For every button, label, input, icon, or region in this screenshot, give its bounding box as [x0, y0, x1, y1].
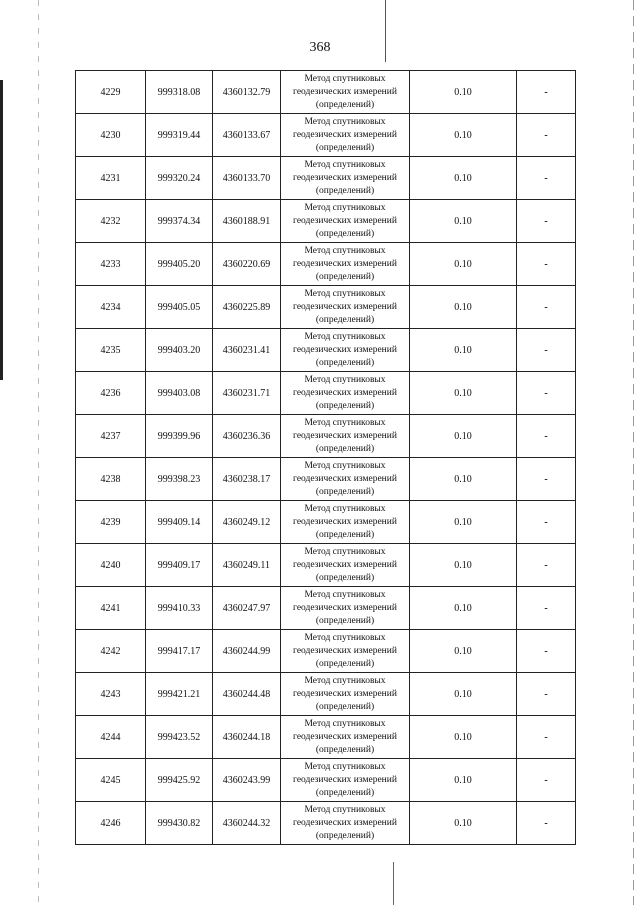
- table-row: [76, 415, 576, 458]
- table-row: [76, 501, 576, 544]
- point-number-cell: 4233: [76, 243, 146, 286]
- coordinates-table-body: [76, 71, 576, 845]
- point-number-cell: 4241: [76, 587, 146, 630]
- y-coordinate-cell: 4360188.91: [213, 200, 281, 243]
- scan-artifact-left: [38, 0, 39, 905]
- precision-cell: 0.10: [410, 587, 517, 630]
- note-cell: -: [517, 587, 576, 630]
- method-cell: Метод спутниковых геодезических измерений (определений): [281, 415, 410, 458]
- point-number-cell: 4234: [76, 286, 146, 329]
- point-number-cell: 4244: [76, 716, 146, 759]
- precision-cell: 0.10: [410, 243, 517, 286]
- method-cell: Метод спутниковых геодезических измерений (определений): [281, 544, 410, 587]
- x-coordinate-cell: 999423.52: [146, 716, 213, 759]
- method-cell: Метод спутниковых геодезических измерений (определений): [281, 243, 410, 286]
- precision-cell: 0.10: [410, 157, 517, 200]
- method-cell: Метод спутниковых геодезических измерений (определений): [281, 630, 410, 673]
- x-coordinate-cell: 999398.23: [146, 458, 213, 501]
- precision-cell: 0.10: [410, 415, 517, 458]
- note-cell: -: [517, 329, 576, 372]
- note-cell: -: [517, 673, 576, 716]
- y-coordinate-cell: 4360231.41: [213, 329, 281, 372]
- x-coordinate-cell: 999409.14: [146, 501, 213, 544]
- point-number-cell: 4230: [76, 114, 146, 157]
- table-row: [76, 71, 576, 114]
- y-coordinate-cell: 4360133.70: [213, 157, 281, 200]
- note-cell: -: [517, 243, 576, 286]
- x-coordinate-cell: 999430.82: [146, 802, 213, 845]
- note-cell: -: [517, 501, 576, 544]
- precision-cell: 0.10: [410, 458, 517, 501]
- table-row: [76, 802, 576, 845]
- method-cell: Метод спутниковых геодезических измерений (определений): [281, 114, 410, 157]
- x-coordinate-cell: 999409.17: [146, 544, 213, 587]
- method-cell: Метод спутниковых геодезических измерений (определений): [281, 372, 410, 415]
- x-coordinate-cell: 999320.24: [146, 157, 213, 200]
- precision-cell: 0.10: [410, 673, 517, 716]
- point-number-cell: 4239: [76, 501, 146, 544]
- point-number-cell: 4243: [76, 673, 146, 716]
- precision-cell: 0.10: [410, 200, 517, 243]
- point-number-cell: 4240: [76, 544, 146, 587]
- x-coordinate-cell: 999425.92: [146, 759, 213, 802]
- x-coordinate-cell: 999319.44: [146, 114, 213, 157]
- precision-cell: 0.10: [410, 759, 517, 802]
- note-cell: -: [517, 544, 576, 587]
- point-number-cell: 4245: [76, 759, 146, 802]
- scan-edge-mark: [0, 80, 3, 380]
- y-coordinate-cell: 4360132.79: [213, 71, 281, 114]
- point-number-cell: 4229: [76, 71, 146, 114]
- method-cell: Метод спутниковых геодезических измерений (определений): [281, 329, 410, 372]
- y-coordinate-cell: 4360249.11: [213, 544, 281, 587]
- note-cell: -: [517, 630, 576, 673]
- x-coordinate-cell: 999410.33: [146, 587, 213, 630]
- precision-cell: 0.10: [410, 372, 517, 415]
- note-cell: -: [517, 157, 576, 200]
- x-coordinate-cell: 999421.21: [146, 673, 213, 716]
- note-cell: -: [517, 716, 576, 759]
- table-row: [76, 673, 576, 716]
- precision-cell: 0.10: [410, 114, 517, 157]
- method-cell: Метод спутниковых геодезических измерений (определений): [281, 716, 410, 759]
- y-coordinate-cell: 4360220.69: [213, 243, 281, 286]
- y-coordinate-cell: 4360249.12: [213, 501, 281, 544]
- y-coordinate-cell: 4360244.32: [213, 802, 281, 845]
- x-coordinate-cell: 999405.20: [146, 243, 213, 286]
- x-coordinate-cell: 999417.17: [146, 630, 213, 673]
- note-cell: -: [517, 802, 576, 845]
- table-row: [76, 587, 576, 630]
- table-row: [76, 329, 576, 372]
- table-row: [76, 544, 576, 587]
- x-coordinate-cell: 999374.34: [146, 200, 213, 243]
- y-coordinate-cell: 4360244.18: [213, 716, 281, 759]
- table-row: [76, 630, 576, 673]
- point-number-cell: 4237: [76, 415, 146, 458]
- precision-cell: 0.10: [410, 802, 517, 845]
- note-cell: -: [517, 415, 576, 458]
- precision-cell: 0.10: [410, 630, 517, 673]
- point-number-cell: 4238: [76, 458, 146, 501]
- note-cell: -: [517, 71, 576, 114]
- table-row: [76, 243, 576, 286]
- table-row: [76, 114, 576, 157]
- point-number-cell: 4232: [76, 200, 146, 243]
- method-cell: Метод спутниковых геодезических измерений (определений): [281, 71, 410, 114]
- point-number-cell: 4242: [76, 630, 146, 673]
- scan-artifact-right: [633, 0, 634, 905]
- precision-cell: 0.10: [410, 286, 517, 329]
- y-coordinate-cell: 4360238.17: [213, 458, 281, 501]
- table-row: [76, 458, 576, 501]
- method-cell: Метод спутниковых геодезических измерений (определений): [281, 458, 410, 501]
- coordinates-table: [75, 70, 576, 845]
- precision-cell: 0.10: [410, 71, 517, 114]
- precision-cell: 0.10: [410, 501, 517, 544]
- x-coordinate-cell: 999403.20: [146, 329, 213, 372]
- note-cell: -: [517, 114, 576, 157]
- y-coordinate-cell: 4360231.71: [213, 372, 281, 415]
- note-cell: -: [517, 458, 576, 501]
- note-cell: -: [517, 372, 576, 415]
- footer-rule: [393, 862, 394, 905]
- table-row: [76, 716, 576, 759]
- table-row: [76, 759, 576, 802]
- method-cell: Метод спутниковых геодезических измерений (определений): [281, 200, 410, 243]
- y-coordinate-cell: 4360243.99: [213, 759, 281, 802]
- method-cell: Метод спутниковых геодезических измерений (определений): [281, 157, 410, 200]
- x-coordinate-cell: 999405.05: [146, 286, 213, 329]
- note-cell: -: [517, 286, 576, 329]
- page-number: 368: [309, 40, 331, 55]
- y-coordinate-cell: 4360247.97: [213, 587, 281, 630]
- method-cell: Метод спутниковых геодезических измерений (определений): [281, 802, 410, 845]
- precision-cell: 0.10: [410, 716, 517, 759]
- x-coordinate-cell: 999399.96: [146, 415, 213, 458]
- precision-cell: 0.10: [410, 544, 517, 587]
- table-row: [76, 372, 576, 415]
- x-coordinate-cell: 999318.08: [146, 71, 213, 114]
- table-row: [76, 157, 576, 200]
- y-coordinate-cell: 4360225.89: [213, 286, 281, 329]
- point-number-cell: 4236: [76, 372, 146, 415]
- method-cell: Метод спутниковых геодезических измерений (определений): [281, 673, 410, 716]
- note-cell: -: [517, 200, 576, 243]
- y-coordinate-cell: 4360133.67: [213, 114, 281, 157]
- note-cell: -: [517, 759, 576, 802]
- y-coordinate-cell: 4360244.99: [213, 630, 281, 673]
- method-cell: Метод спутниковых геодезических измерений (определений): [281, 759, 410, 802]
- x-coordinate-cell: 999403.08: [146, 372, 213, 415]
- table-row: [76, 286, 576, 329]
- point-number-cell: 4231: [76, 157, 146, 200]
- method-cell: Метод спутниковых геодезических измерений (определений): [281, 286, 410, 329]
- point-number-cell: 4246: [76, 802, 146, 845]
- table-row: [76, 200, 576, 243]
- point-number-cell: 4235: [76, 329, 146, 372]
- method-cell: Метод спутниковых геодезических измерений (определений): [281, 501, 410, 544]
- precision-cell: 0.10: [410, 329, 517, 372]
- y-coordinate-cell: 4360236.36: [213, 415, 281, 458]
- method-cell: Метод спутниковых геодезических измерений (определений): [281, 587, 410, 630]
- y-coordinate-cell: 4360244.48: [213, 673, 281, 716]
